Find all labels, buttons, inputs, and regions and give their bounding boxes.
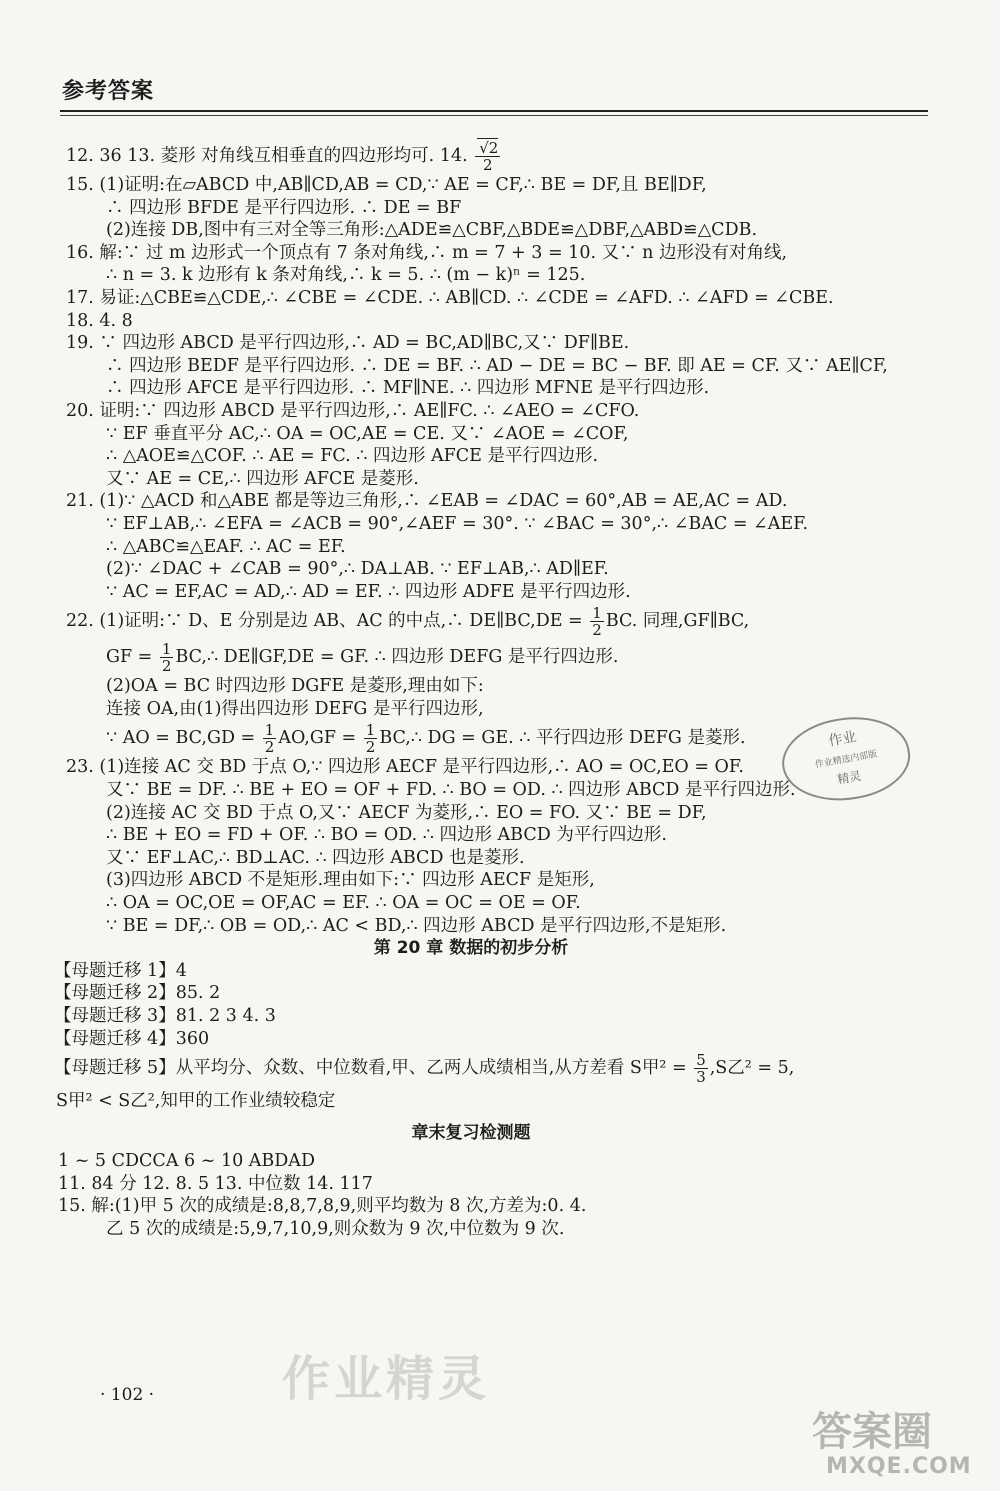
answer-line: (2)连接 DB,图中有三对全等三角形:△ADE≌△CBF,△BDE≌△DBF,△ABD≌△CDB.	[106, 220, 758, 241]
answer-line: 15. 解:(1)甲 5 次的成绩是:8,8,7,8,9,则平均数为 8 次,方差为:0. 4.	[58, 1196, 587, 1217]
fraction-numerator: 1	[365, 721, 376, 740]
answer-line: 23. (1)连接 AC 交 BD 于点 O,∵ 四边形 AECF 是平行四边形,∴ AO = OC,EO = OF.	[66, 757, 744, 778]
answer-line: 20. 证明:∵ 四边形 ABCD 是平行四边形,∴ AE∥FC. ∴ ∠AEO = ∠CFO.	[66, 400, 640, 421]
answer-line: ∵ AC = EF,AC = AD,∴ AD = EF. ∴ 四边形 ADFE 是平行四边形.	[106, 581, 631, 602]
answer-line: ∴ n = 3. k 边形有 k 条对角线,∴ k = 5. ∴ (m − k)ⁿ = 125.	[106, 265, 586, 286]
answer-line: ∴ OA = OC,OE = OF,AC = EF. ∴ OA = OC = OE = OF.	[106, 893, 581, 914]
header-rule-thin	[60, 115, 928, 116]
answer-line: 【母题迁移 1】4	[54, 960, 187, 981]
line-text: ,S乙² = 5,	[709, 1058, 795, 1079]
watermark-center: 作业精灵	[282, 1351, 491, 1407]
answer-line: 18. 4. 8	[66, 310, 133, 331]
answer-line: S甲² < S乙²,知甲的工作业绩较稳定	[56, 1091, 336, 1112]
line-text: 12. 36 13. 菱形 对角线互相垂直的四边形均可. 14.	[66, 146, 474, 166]
fraction-numerator: 1	[264, 721, 275, 740]
line-text: AO,GF =	[278, 728, 362, 749]
answer-line: 19. ∵ 四边形 ABCD 是平行四边形,∴ AD = BC,AD∥BC,又∵ DF∥BE.	[66, 333, 630, 354]
fraction	[694, 1052, 708, 1085]
line-text: 22. (1)证明:∵ D、E 分别是边 AB、AC 的中点,∴ DE∥BC,DE =	[66, 611, 589, 632]
answer-line: 【母题迁移 3】81. 2 3 4. 3	[54, 1006, 276, 1026]
fraction-numerator: √2	[479, 139, 499, 157]
answer-line: 乙 5 次的成绩是:5,9,7,10,9,则众数为 9 次,中位数为 9 次.	[106, 1218, 565, 1239]
homework-stamp: 作业 作业精选内部版 精灵	[776, 708, 916, 811]
page-header-title: 参考答案	[62, 79, 155, 104]
fraction	[475, 140, 500, 173]
answer-line	[66, 603, 946, 639]
answer-line: ∵ BE = DF,∴ OB = OD,∴ AC < BD,∴ 四边形 ABCD 是平行四边形,不是矩形.	[106, 915, 727, 936]
answer-line: 连接 OA,由(1)得出四边形 DEFG 是平行四边形,	[106, 698, 484, 719]
section-heading: 章末复习检测题	[411, 1123, 531, 1144]
fraction-denominator: 2	[482, 156, 493, 174]
line-text: ∵ AO = BC,GD =	[106, 728, 261, 749]
line-text: BC,∴ DG = GE. ∴ 平行四边形 DEFG 是菱形.	[379, 728, 746, 749]
answer-line: ∴ 四边形 BEDF 是平行四边形. ∴ DE = BF. ∴ AD − DE = BC − BF. 即 AE = CF. 又∵ AE∥CF,	[106, 355, 888, 376]
answer-line	[66, 639, 946, 675]
header-rule-thick	[60, 110, 928, 112]
answer-line: (3)四边形 ABCD 不是矩形.理由如下:∵ 四边形 AECF 是矩形,	[106, 870, 595, 891]
fraction-numerator: 1	[161, 640, 172, 659]
fraction-denominator: 3	[696, 1068, 706, 1087]
line-text: GF =	[106, 647, 158, 668]
answer-line: 1 ~ 5 CDCCA 6 ~ 10 ABDAD	[58, 1151, 315, 1172]
answer-line	[66, 138, 946, 174]
fraction	[160, 641, 174, 674]
line-text: 【母题迁移 5】从平均分、众数、中位数看,甲、乙两人成绩相当,从方差看 S甲² =	[54, 1058, 693, 1079]
chapter-heading: 第 20 章 数据的初步分析	[373, 938, 569, 959]
answer-line: (2)连接 AC 交 BD 于点 O,又∵ AECF 为菱形,∴ EO = FO. 又∵ BE = DF,	[106, 802, 707, 823]
answer-line: (2)OA = BC 时四边形 DGFE 是菱形,理由如下:	[106, 676, 484, 697]
answer-line: (2)∵ ∠DAC + ∠CAB = 90°,∴ DA⊥AB. ∵ EF⊥AB,∴ AD∥EF.	[106, 559, 609, 580]
fraction-numerator: 5	[696, 1051, 706, 1070]
answer-line: 又∵ EF⊥AC,∴ BD⊥AC. ∴ 四边形 ABCD 也是菱形.	[106, 847, 525, 868]
answer-content	[54, 138, 946, 1241]
fraction-denominator: 2	[161, 657, 172, 676]
line-text: BC,∴ DE∥GF,DE = GF. ∴ 四边形 DEFG 是平行四边形.	[175, 647, 619, 668]
fraction-numerator: 1	[592, 604, 602, 623]
answer-line	[54, 1050, 946, 1086]
answer-line: ∴ △ABC≌△EAF. ∴ AC = EF.	[106, 536, 346, 557]
watermark-logo: 答案圈	[812, 1409, 932, 1455]
watermark-url: MXQE.COM	[826, 1454, 972, 1479]
fraction-denominator: 2	[365, 738, 376, 757]
fraction	[263, 722, 277, 755]
answer-line: ∴ BE + EO = FD + OF. ∴ BO = OD. ∴ 四边形 ABCD 为平行四边形.	[106, 825, 667, 846]
fraction-denominator: 2	[264, 738, 275, 757]
line-text: BC. 同理,GF∥BC,	[605, 611, 750, 632]
answer-line: 15. (1)证明:在▱ABCD 中,AB∥CD,AB = CD,∵ AE = CF,∴ BE = DF,且 BE∥DF,	[66, 175, 707, 195]
fraction	[364, 722, 378, 755]
answer-line: ∴ 四边形 BFDE 是平行四边形. ∴ DE = BF	[106, 197, 462, 218]
answer-line: ∴ 四边形 AFCE 是平行四边形. ∴ MF∥NE. ∴ 四边形 MFNE 是平行四边形.	[106, 378, 710, 399]
answer-line: 21. (1)∵ △ACD 和△ABE 都是等边三角形,∴ ∠EAB = ∠DAC = 60°,AB = AE,AC = AD.	[66, 491, 788, 512]
answer-line: ∵ EF⊥AB,∴ ∠EFA = ∠ACB = 90°,∠AEF = 30°. ∵ ∠BAC = 30°,∴ ∠BAC = ∠AEF.	[106, 513, 809, 534]
answer-line: 11. 84 分 12. 8. 5 13. 中位数 14. 117	[58, 1173, 373, 1194]
answer-line: 17. 易证:△CBE≌△CDE,∴ ∠CBE = ∠CDE. ∴ AB∥CD. ∴ ∠CDE = ∠AFD. ∴ ∠AFD = ∠CBE.	[66, 287, 834, 308]
fraction	[590, 605, 604, 638]
answer-line: 又∵ BE = DF. ∴ BE + EO = OF + FD. ∴ BO = OD. ∴ 四边形 ABCD 是平行四边形.	[106, 780, 796, 801]
answer-line: 【母题迁移 2】85. 2	[54, 983, 221, 1004]
answer-line: ∵ EF 垂直平分 AC,∴ OA = OC,AE = CE. 又∵ ∠AOE = ∠COF,	[106, 423, 629, 444]
answer-line: 16. 解:∵ 过 m 边形式一个顶点有 7 条对角线,∴ m = 7 + 3 = 10. 又∵ n 边形没有对角线,	[66, 242, 788, 263]
answer-line: ∴ △AOE≌△COF. ∴ AE = FC. ∴ 四边形 AFCE 是平行四边形.	[106, 446, 599, 467]
answer-line: 【母题迁移 4】360	[54, 1028, 210, 1049]
page-number: · 102 ·	[100, 1385, 155, 1405]
answer-line: 又∵ AE = CE,∴ 四边形 AFCE 是菱形.	[106, 468, 419, 489]
fraction-denominator: 2	[592, 621, 602, 640]
